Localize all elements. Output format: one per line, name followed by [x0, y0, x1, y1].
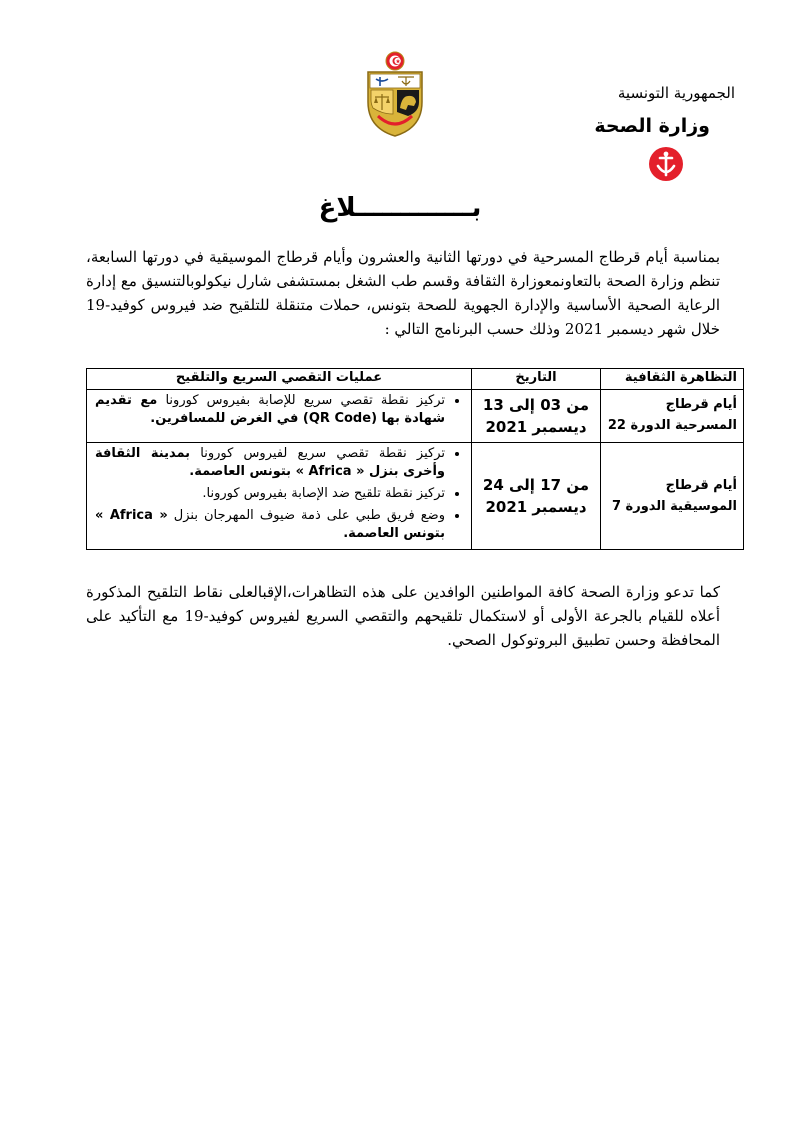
header-date: التاريخ: [472, 369, 601, 390]
operations-cell: [87, 390, 472, 443]
item-bold-text: « Africa » بتونس العاصمة.: [95, 508, 445, 541]
item-text: وضع فريق طبي على ذمة ضيوف المهرجان بنزل: [167, 508, 445, 523]
intro-paragraph: [86, 245, 720, 341]
republic-name: الجمهورية التونسية: [617, 84, 735, 102]
event-cell: أيام قرطاج المسرحية الدورة 22: [601, 390, 744, 443]
list-item: [95, 485, 445, 503]
item-text: تركيز نقطة تقصي سريع للإصابة بفيروس كورونا: [157, 393, 445, 408]
table-row: [87, 390, 744, 443]
closing-text: كما تدعو وزارة الصحة كافة المواطنين الوافدين على هذه التظاهرات،الإقبالعلى نقاط التلقيح المذكورة أعلاه للقيام بالجرعة الأولى أو لاستكمال تلقيحهم والتقصي السريع لفيروس كوفيد-19 مع التأكيد على المحافظة وحسن تطبيق البروتوكول الصحي.: [86, 583, 720, 649]
program-table: [86, 368, 744, 550]
announcement-title: بـــــــــــــلاغ: [318, 193, 482, 223]
ministry-health-logo-icon: [648, 146, 684, 182]
event-cell: أيام قرطاج الموسيقية الدورة 7: [601, 443, 744, 550]
tunisia-emblem-icon: [362, 50, 428, 138]
item-bold-text: مع تقديم شهادة بها (QR Code) في الغرض للمسافرين.: [95, 393, 445, 426]
header-event: التظاهرة الثقافية: [601, 369, 744, 390]
date-cell: من 03 إلى 13 ديسمبر 2021: [472, 390, 601, 443]
list-item: [95, 392, 445, 428]
list-item: [95, 507, 445, 543]
closing-paragraph: [86, 580, 720, 652]
list-item: [95, 445, 445, 481]
item-text: تركيز نقطة تلقيح ضد الإصابة بفيروس كورونا.: [202, 486, 445, 501]
item-text: تركيز نقطة تقصي سريع لفيروس كورونا: [190, 446, 445, 461]
intro-text: بمناسبة أيام قرطاج المسرحية في دورتها الثانية والعشرون وأيام قرطاج الموسيقية في دورتها السابعة، تنظم وزارة الصحة بالتعاونمعوزارة الثقافة وقسم طب الشغل بمستشفى شارل نيكولوبالتنسيق مع إدارة الرعاية الصحية الأساسية والإدارة الجهوية للصحة بتونس، حملات متنقلة للتلقيح ضد فيروس كوفيد-19 خلال شهر ديسمبر 2021 وذلك حسب البرنامج التالي :: [86, 248, 720, 338]
operations-cell: [87, 443, 472, 550]
date-cell: من 17 إلى 24 ديسمبر 2021: [472, 443, 601, 550]
item-bold-text: بمدينة الثقافة وأخرى بنزل « Africa » بتونس العاصمة.: [95, 446, 445, 479]
header-operations: عمليات التقصي السريع والتلقيح: [87, 369, 472, 390]
ministry-name: وزارة الصحة: [594, 115, 710, 137]
table-row: [87, 443, 744, 550]
table-header-row: [87, 369, 744, 390]
